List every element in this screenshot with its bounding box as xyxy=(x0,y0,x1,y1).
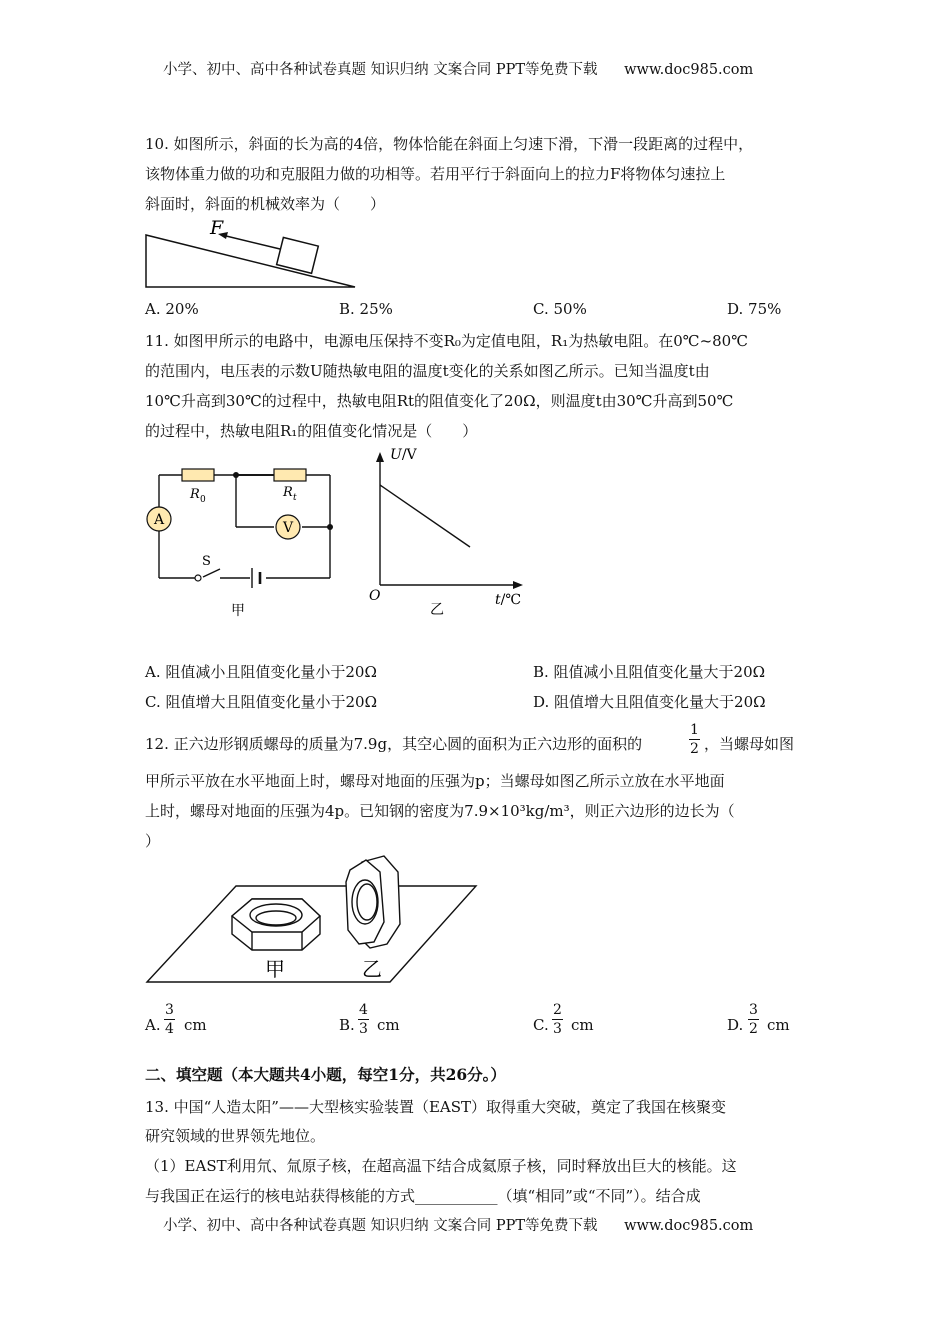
graph-line xyxy=(380,485,470,547)
q12-line-1b: ，当螺母如图 xyxy=(704,735,795,753)
r0-label: R xyxy=(190,487,200,502)
half-numerator: 1 xyxy=(690,722,699,738)
r0-subscript: 0 xyxy=(200,495,206,505)
q12-option-d-unit: cm xyxy=(767,1016,790,1034)
q12-option-c-label: C. xyxy=(533,1016,549,1034)
q13-line-1: 13. 中国“人造太阳”——大型核实验装置（EAST）取得重大突破，奠定了我国在核聚变 xyxy=(145,1098,727,1116)
q13-line-2: 研究领域的世界领先地位。 xyxy=(145,1127,326,1145)
q12-line-4: ） xyxy=(145,832,161,850)
u-t-graph xyxy=(360,445,530,620)
standing-nut-label: 乙 xyxy=(362,957,382,981)
frac-d-num: 3 xyxy=(749,1002,758,1018)
q10-line-2: 该物体重力做的功和克服阻力做的功相等。若用平行于斜面向上的拉力F将物体匀速拉上 xyxy=(145,165,726,183)
switch-label: S xyxy=(202,554,211,569)
q12-line-3: 上时，螺母对地面的压强为4p。已知钢的密度为7.9×10³kg/m³，则正六边形的边长为（ xyxy=(145,802,735,820)
resistor-rt xyxy=(274,469,306,481)
frac-b-num: 4 xyxy=(359,1002,368,1018)
q11-line-2: 的范围内，电压表的示数U随热敏电阻的温度t变化的关系如图乙所示。已知当温度t由 xyxy=(145,362,710,380)
footer-url: www.doc985.com xyxy=(624,1218,754,1234)
q12-line-2: 甲所示平放在水平地面上时，螺母对地面的压强为p；当螺母如图乙所示立放在水平地面 xyxy=(145,772,725,790)
q11-option-b: B. 阻值减小且阻值变化量大于20Ω xyxy=(533,663,766,681)
page-header xyxy=(163,58,753,79)
graph-ylabel: U/V xyxy=(390,447,417,463)
q12-option-b-fraction xyxy=(358,1002,369,1037)
q12-option-b-unit: cm xyxy=(377,1016,400,1034)
q12-option-c-unit: cm xyxy=(571,1016,594,1034)
circuit-diagram xyxy=(140,455,350,625)
graph-xlabel: t/℃ xyxy=(495,592,522,608)
header-text: 小学、初中、高中各种试卷真题 知识归纳 文案合同 PPT等免费下载 xyxy=(163,62,598,78)
q12-half-fraction xyxy=(689,722,700,757)
frac-a-den: 4 xyxy=(165,1021,174,1037)
flat-nut xyxy=(232,899,320,950)
force-arrow xyxy=(222,235,280,249)
frac-d-den: 2 xyxy=(749,1021,758,1037)
ammeter-label: A xyxy=(153,512,165,528)
circuit-caption: 甲 xyxy=(231,603,245,619)
incline-figure xyxy=(140,215,365,290)
q10-line-1: 10. 如图所示，斜面的长为高的4倍，物体恰能在斜面上匀速下滑，下滑一段距离的过程中， xyxy=(145,135,754,153)
incline-triangle xyxy=(146,235,355,287)
switch xyxy=(195,575,201,581)
flat-nut-label: 甲 xyxy=(265,957,285,981)
q11-option-a: A. 阻值减小且阻值变化量小于20Ω xyxy=(145,663,377,681)
q10-line-3: 斜面时，斜面的机械效率为（ ） xyxy=(145,195,386,213)
header-url: www.doc985.com xyxy=(624,62,754,78)
graph-caption: 乙 xyxy=(430,602,444,618)
q11-line-4: 的过程中，热敏电阻R₁的阻值变化情况是（ ） xyxy=(145,422,478,440)
q11-line-1: 11. 如图甲所示的电路中，电源电压保持不变R₀为定值电阻，R₁为热敏电阻。在0℃~80℃ xyxy=(145,332,748,350)
block xyxy=(277,237,319,273)
q12-line-1a: 12. 正六边形钢质螺母的质量为7.9g，其空心圆的面积为正六边形的面积的 xyxy=(145,735,643,753)
frac-c-den: 3 xyxy=(553,1021,562,1037)
nut-figure xyxy=(140,852,485,992)
q11-option-c: C. 阻值增大且阻值变化量小于20Ω xyxy=(145,693,378,711)
q12-option-d-fraction xyxy=(748,1002,759,1037)
q13-line-4: 与我国正在运行的核电站获得核能的方式___________（填“相同”或“不同”）。结合成 xyxy=(145,1187,701,1205)
graph-origin: O xyxy=(369,588,381,604)
frac-c-num: 2 xyxy=(553,1002,562,1018)
section-2-title: 二、填空题（本大题共4小题，每空1分，共26分。） xyxy=(145,1065,506,1084)
standing-nut xyxy=(346,856,400,948)
frac-a-num: 3 xyxy=(165,1002,174,1018)
force-label: F xyxy=(210,217,224,239)
q12-option-a-label: A. xyxy=(145,1016,161,1034)
half-denominator: 2 xyxy=(690,741,699,757)
resistor-r0 xyxy=(182,469,214,481)
q10-option-c: C. 50% xyxy=(533,300,587,318)
rt-label: R xyxy=(283,485,293,500)
q10-option-b: B. 25% xyxy=(339,300,393,318)
rt-subscript: t xyxy=(293,493,297,503)
page-footer xyxy=(163,1214,753,1235)
q12-option-b-label: B. xyxy=(339,1016,355,1034)
q13-line-3: （1）EAST利用氘、氚原子核，在超高温下结合成氦原子核，同时释放出巨大的核能。这 xyxy=(145,1157,737,1175)
voltmeter-label: V xyxy=(282,520,294,536)
q12-option-a-fraction xyxy=(164,1002,175,1037)
q12-option-a-unit: cm xyxy=(184,1016,207,1034)
q11-line-3: 10℃升高到30℃的过程中，热敏电阻Rt的阻值变化了20Ω，则温度t由30℃升高到50℃ xyxy=(145,392,734,410)
q10-option-d: D. 75% xyxy=(727,300,782,318)
q10-option-a: A. 20% xyxy=(145,300,199,318)
frac-b-den: 3 xyxy=(359,1021,368,1037)
q11-option-d: D. 阻值增大且阻值变化量大于20Ω xyxy=(533,693,766,711)
footer-text: 小学、初中、高中各种试卷真题 知识归纳 文案合同 PPT等免费下载 xyxy=(163,1218,598,1234)
q12-option-c-fraction xyxy=(552,1002,563,1037)
q12-option-d-label: D. xyxy=(727,1016,744,1034)
